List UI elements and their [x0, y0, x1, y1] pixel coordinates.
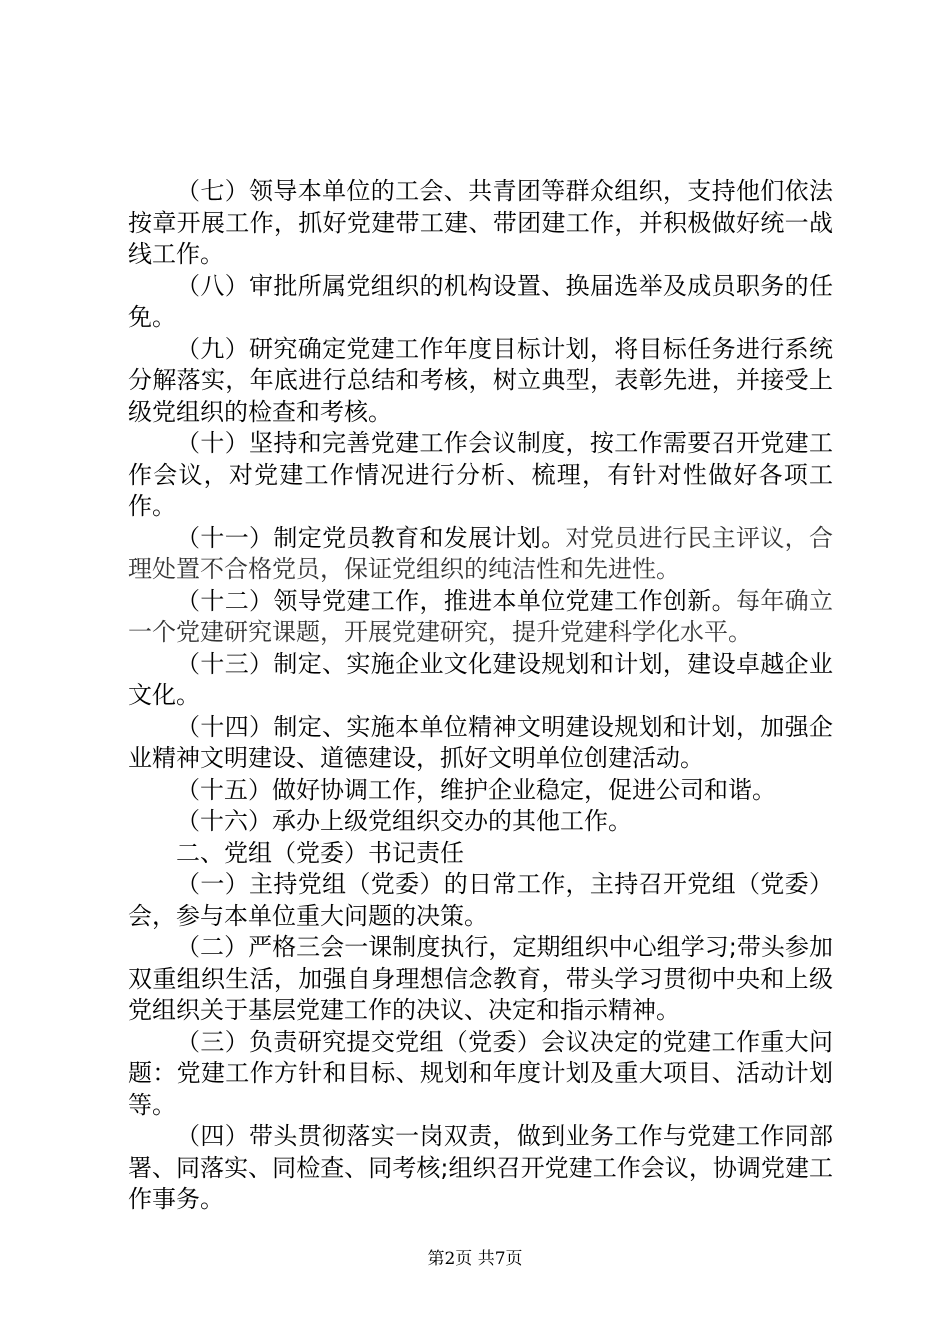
section-heading — [128, 838, 833, 870]
paragraph-text: （十二）领导党建工作，推进本单位党建工作创新。 — [176, 586, 736, 615]
paragraph-16 — [128, 806, 833, 838]
paragraph-text: （三）负责研究提交党组（党委）会议决定的党建工作重大问题：党建工作方针和目标、规划和年度计划及重大项目、活动计划等。 — [128, 1027, 833, 1119]
paragraph-secretary-3 — [128, 1027, 833, 1122]
paragraph-12 — [128, 586, 833, 649]
paragraph-text: （八）审批所属党组织的机构设置、换届选举及成员职务的任免。 — [128, 271, 833, 331]
paragraph-text: （四）带头贯彻落实一岗双责，做到业务工作与党建工作同部署、同落实、同检查、同考核;组织召开党建工作会议，协调党建工作事务。 — [128, 1122, 833, 1213]
paragraph-secretary-4 — [128, 1121, 833, 1216]
page-footer: 第2页 共7页 — [427, 1249, 523, 1269]
section-heading-text: 二、党组（党委）书记责任 — [176, 838, 464, 867]
paragraph-text: （九）研究确定党建工作年度目标计划，将目标任务进行系统分解落实，年底进行总结和考核，树立典型，表彰先进，并接受上级党组织的检查和考核。 — [128, 334, 833, 426]
paragraph-light-text: 对党员进行民主评议，合理处置不合格党员，保证党组织的纯洁性和先进性。 — [128, 523, 834, 583]
paragraph-secretary-2 — [128, 932, 833, 1027]
paragraph-11 — [128, 523, 833, 586]
paragraph-9 — [128, 334, 833, 429]
paragraph-13 — [128, 649, 833, 712]
paragraph-text: （七）领导本单位的工会、共青团等群众组织，支持他们依法按章开展工作，抓好党建带工建、带团建工作，并积极做好统一战线工作。 — [128, 177, 833, 268]
paragraph-text: （十一）制定党员教育和发展计划。 — [176, 523, 566, 552]
paragraph-text: （一）主持党组（党委）的日常工作，主持召开党组（党委）会，参与本单位重大问题的决策。 — [128, 870, 833, 930]
paragraph-7 — [128, 176, 833, 271]
document-body — [128, 176, 833, 1216]
paragraph-text: （十六）承办上级党组织交办的其他工作。 — [176, 807, 632, 835]
paragraph-14 — [128, 712, 833, 775]
paragraph-text: （十）坚持和完善党建工作会议制度，按工作需要召开党建工作会议，对党建工作情况进行分析、梳理，有针对性做好各项工作。 — [128, 429, 833, 520]
paragraph-text: （十五）做好协调工作，维护企业稳定，促进公司和谐。 — [176, 775, 776, 804]
paragraph-text: （十三）制定、实施企业文化建设规划和计划，建设卓越企业文化。 — [128, 649, 833, 709]
paragraph-text: （二）严格三会一课制度执行，定期组织中心组学习;带头参加双重组织生活，加强自身理想信念教育，带头学习贯彻中央和上级党组织关于基层党建工作的决议、决定和指示精神。 — [128, 933, 833, 1024]
paragraph-secretary-1 — [128, 869, 833, 932]
paragraph-light-text: 每年确立一个党建研究课题，开展党建研究，提升党建科学化水平。 — [128, 586, 834, 646]
paragraph-15 — [128, 775, 833, 807]
paragraph-text: （十四）制定、实施本单位精神文明建设规划和计划，加强企业精神文明建设、道德建设，抓好文明单位创建活动。 — [128, 712, 833, 772]
paragraph-10 — [128, 428, 833, 523]
paragraph-8 — [128, 271, 833, 334]
